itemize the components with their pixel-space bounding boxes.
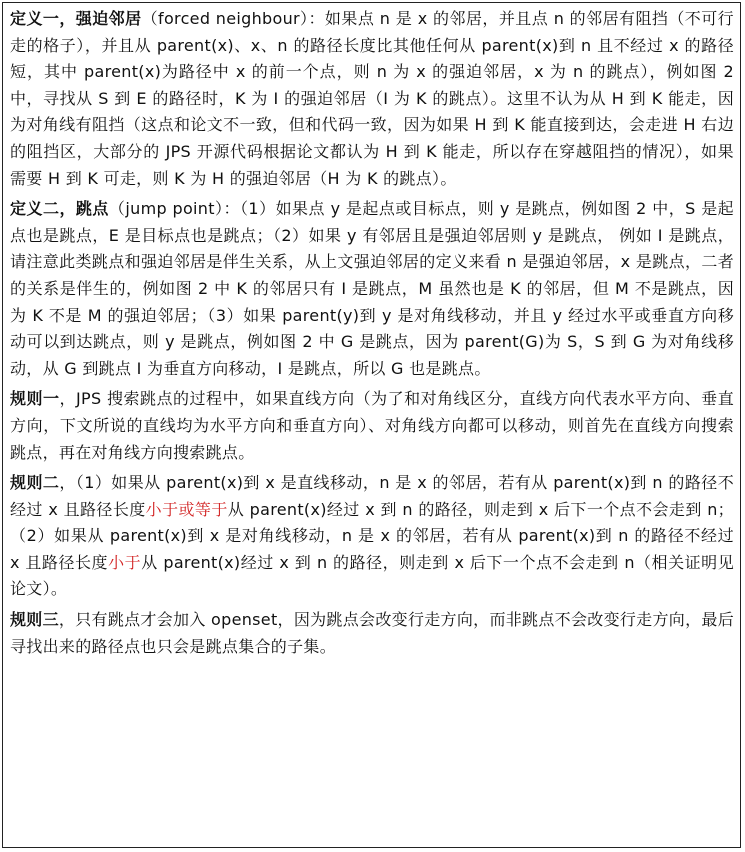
definition-1-name: ，强迫邻居 (59, 9, 142, 28)
definition-2-body: （jump point）：（1）如果点 y 是起点或目标点，则 y 是跳点，例如图 2 中，S 是起点也是跳点，E 是目标点也是跳点；（2）如果 y 有邻居且是强迫邻居则 y 是跳点， 例如 I 是跳点，请注意此类跳点和强迫邻居是伴生关系，从上文强迫邻居的定义来看 n 是强迫邻居，x 是跳点，二者的关系是伴生的，例如图 2 中 K 的邻居只有 I 是跳点，M 虽然也是 K 的邻居，但 M 不是跳点，因为 K 不是 M 的强迫邻居；（3）如果 parent(y)到 y 是对角线移动，并且 y 经过水平或垂直方向移动可以到达跳点，则 y 是跳点，例如图 2 中 G 是跳点，因为 parent(G)为 S，S 到 G 为对角线移动，从 G 到跳点 I 为垂直方向移动，I 是跳点，所以 G 也是跳点。 (10, 199, 734, 378)
definition-2-term: 定义二 (10, 199, 60, 219)
definition-1 (10, 6, 734, 192)
rule-3 (10, 607, 734, 660)
rule-1 (10, 386, 734, 466)
rule-2-highlight-1: 小于或等于 (145, 499, 228, 519)
text-box (2, 2, 741, 848)
rule-2-text-part-1: ，（1）如果从 parent(x)到 x 是直线移动，n 是 x 的邻居，若有从 parent(x)到 n 的路径不经过 x 且路径长度 (10, 473, 735, 519)
rule-1-term: 规则一 (10, 389, 60, 409)
rule-2-term: 规则二 (10, 473, 60, 493)
rule-1-body: ，JPS 搜索跳点的过程中，如果直线方向（为了和对角线区分，直线方向代表水平方向、垂直方向，下文所说的直线均为水平方向和垂直方向）、对角线方向都可以移动，则首先在直线方向搜索跳点，再在对角线方向搜索跳点。 (10, 389, 734, 462)
rule-2-highlight-2: 小于 (108, 552, 142, 572)
rule-2-text-part-2: 从 parent(x)经过 x 到 n 的路径，则走到 x 后下一个点不会走到 n；（2）如果从 parent(x)到 x 是对角线移动，n 是 x 的邻居，若有从 parent(x)到 n 的路径不经过 x 且路径长度 (10, 499, 734, 572)
rule-3-body: ，只有跳点才会加入 openset，因为跳点会改变行走方向，而非跳点不会改变行走方向，最后寻找出来的路径点也只会是跳点集合的子集。 (10, 610, 734, 656)
definition-2-name: ，跳点 (59, 199, 109, 219)
rule-2 (10, 470, 734, 603)
rule-2-text-part-3: 从 parent(x)经过 x 到 n 的路径，则走到 x 后下一个点不会走到 n（相关证明见论文）。 (10, 552, 735, 599)
rule-3-term: 规则三 (10, 610, 59, 630)
definition-1-body: （forced neighbour）：如果点 n 是 x 的邻居，并且点 n 的邻居有阻挡（不可行走的格子），并且从 parent(x)、x、n 的路径长度比其他任何从 parent(x)到 n 且不经过 x 的路径短，其中 parent(x)为路径中 x 的前一个点，则 n 为 x 的强迫邻居，x 为 n 的跳点），例如图 2 中，寻找从 S 到 E 的路径时，K 为 I 的强迫邻居（I 为 K 的跳点）。这里不认为从 H 到 K 能走，因为对角线有阻挡（这点和论文不一致，但和代码一致，因为如果 H 到 K 能直接到达，会走进 H 右边的阻挡区，大部分的 JPS 开源代码根据论文都认为 H 到 K 能走，所以存在穿越阻挡的情况），如果需要 H 到 K 可走，则 K 为 H 的强迫邻居（H 为 K 的跳点）。 (10, 9, 734, 188)
definition-2 (10, 196, 734, 382)
definition-1-term: 定义一 (10, 9, 60, 28)
